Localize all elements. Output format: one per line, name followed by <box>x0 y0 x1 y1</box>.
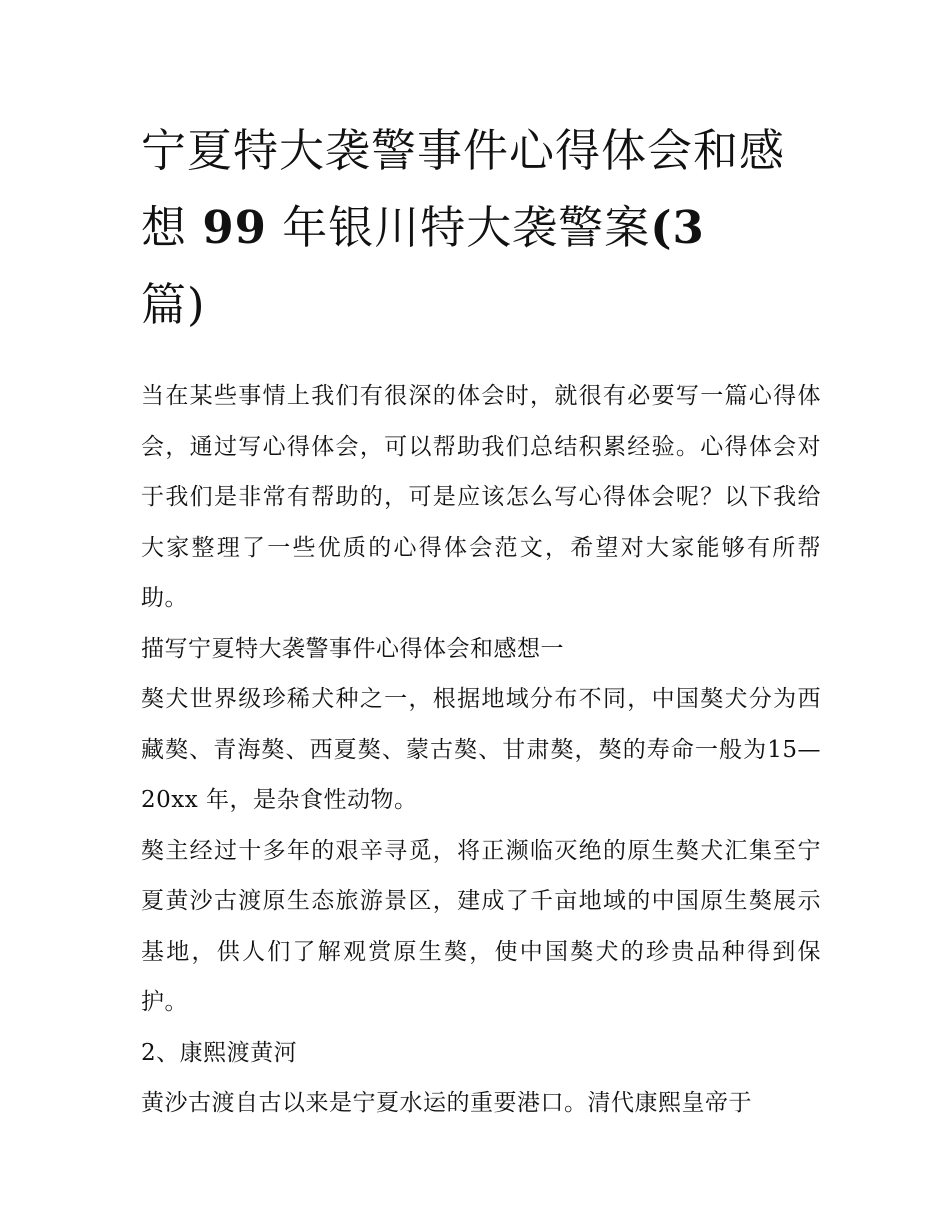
document-title <box>141 112 821 343</box>
document-page <box>141 112 821 1129</box>
section-heading: 描写宁夏特大袭警事件心得体会和感想一 <box>141 635 564 662</box>
subsection-heading: 2、康熙渡黄河 <box>141 1039 298 1066</box>
title-count: (3 <box>650 201 705 254</box>
body-paragraph: 黄沙古渡自古以来是宁夏水运的重要港口。清代康熙皇帝于 <box>141 1090 752 1116</box>
document-body <box>141 371 821 1129</box>
title-text-3: 篇) <box>141 278 206 331</box>
title-number: 99 <box>202 201 267 254</box>
body-paragraph: 獒主经过十多年的艰辛寻觅，将正濒临灭绝的原生獒犬汇集至宁夏黄沙古渡原生态旅游景区，建成了千亩地域的中国原生獒展示基地，供人们了解观赏原生獒，使中国獒犬的珍贵品种得到保护。 <box>141 837 821 1015</box>
title-text-2: 年银川特大袭警案 <box>266 201 651 254</box>
intro-paragraph: 当在某些事情上我们有很深的体会时，就很有必要写一篇心得体会，通过写心得体会，可以帮助我们总结积累经验。心得体会对于我们是非常有帮助的，可是应该怎么写心得体会呢？以下我给大家整理了一些优质的心得体会范文，希望对大家能够有所帮助。 <box>141 383 821 611</box>
body-paragraph: 獒犬世界级珍稀犬种之一，根据地域分布不同，中国獒犬分为西藏獒、青海獒、西夏獒、蒙古獒、甘肃獒，獒的寿命一般为15—20xx 年，是杂食性动物。 <box>141 686 821 813</box>
title-text-1: 宁夏特大袭警事件心得体会和感想 <box>141 124 786 254</box>
